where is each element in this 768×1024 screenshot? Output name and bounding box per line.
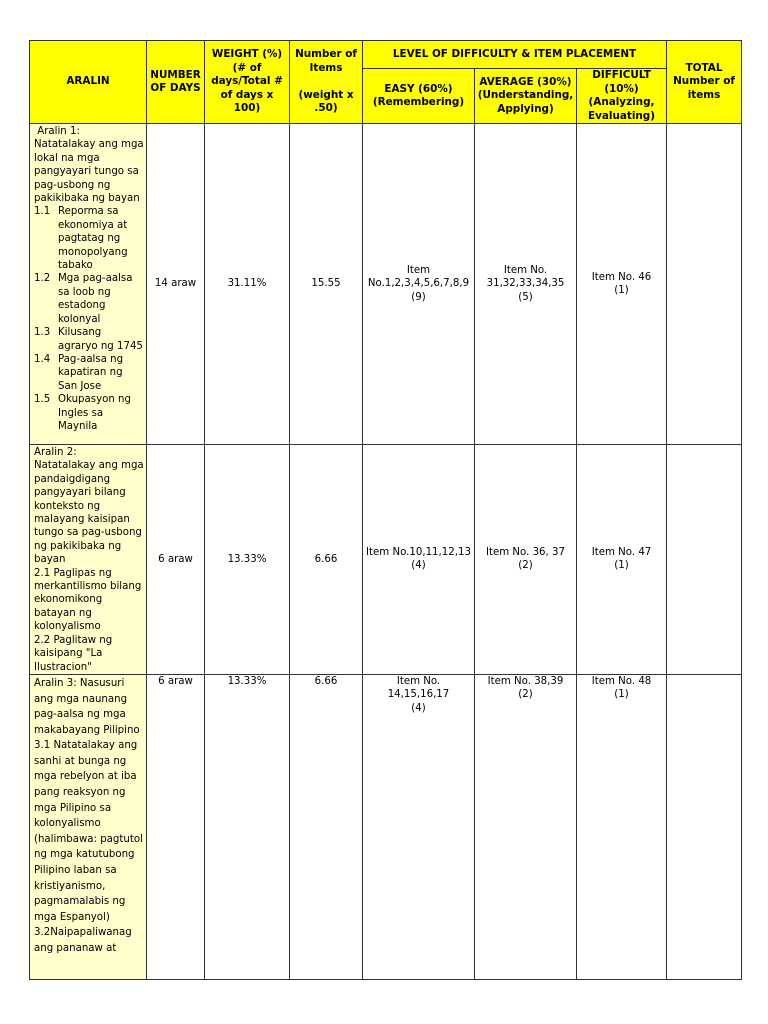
header-total: TOTAL Number of items xyxy=(667,41,742,124)
difficult-cell: Item No. 47 (1) xyxy=(577,445,667,675)
easy-cell: Item No.1,2,3,4,5,6,7,8,9 (9) xyxy=(363,124,475,445)
aralin-2-cell xyxy=(30,445,147,675)
table-row xyxy=(30,674,742,979)
weight-cell: 13.33% xyxy=(205,674,290,979)
days-cell: 6 araw xyxy=(147,674,205,979)
list-item: 2.2 Paglitaw ng kaisipang "La Ilustracion" xyxy=(34,634,113,673)
total-cell xyxy=(667,674,742,979)
average-cell: Item No. 38,39 (2) xyxy=(475,674,577,979)
list-item: 2.1 Paglipas ng merkantilismo bilang ekonomikong batayan ng kolonyalismo xyxy=(34,567,142,633)
header-number-of-items: Number of Items (weight x .50) xyxy=(290,41,363,124)
list-item: 1.3 Kilusang agraryo ng 1745 xyxy=(34,327,143,352)
list-item: 1.4 Pag-aalsa ng kapatiran ng San Jose xyxy=(34,353,124,392)
average-cell: Item No. 31,32,33,34,35 (5) xyxy=(475,124,577,445)
average-cell: Item No. 36, 37 (2) xyxy=(475,445,577,675)
table-of-specifications xyxy=(29,40,742,980)
table-row xyxy=(30,124,742,445)
easy-cell: Item No.10,11,12,13 (4) xyxy=(363,445,475,675)
days-cell: 6 araw xyxy=(147,445,205,675)
header-easy: EASY (60%) (Remembering) xyxy=(363,69,475,124)
header-number-of-days: NUMBER OF DAYS xyxy=(147,41,205,124)
header-aralin: ARALIN xyxy=(30,41,147,124)
items-cell: 6.66 xyxy=(290,445,363,675)
aralin-1-cell xyxy=(30,124,147,445)
difficult-cell: Item No. 48 (1) xyxy=(577,674,667,979)
header-weight: WEIGHT (%) (# of days/Total # of days x 100) xyxy=(205,41,290,124)
aralin-intro: Natatalakay ang mga lokal na mga pangyayari tungo sa pag-usbong ng pakikibaka ng bayan xyxy=(34,139,144,205)
list-item: 1.5 Okupasyon ng Ingles sa Maynila xyxy=(34,394,131,432)
list-item: 3.2Naipapaliwanag ang pananaw at xyxy=(34,927,132,954)
days-cell: 14 araw xyxy=(147,124,205,445)
total-cell xyxy=(667,124,742,445)
aralin-3-cell xyxy=(30,674,147,979)
difficult-cell: Item No. 46 (1) xyxy=(577,124,667,445)
header-average: AVERAGE (30%) (Understanding, Applying) xyxy=(475,69,577,124)
header-difficult: DIFFICULT (10%) (Analyzing, Evaluating) xyxy=(577,69,667,124)
list-item: 3.1 Natatalakay ang sanhi at bunga ng mga rebelyon at iba pang reaksyon ng mga Pilipino sa kolonyalismo (halimbawa: pagtutol ng mga katutubong Pilipino laban sa kristiyanismo, pagmamalabis ng mga Espanyol) xyxy=(34,740,143,923)
list-item: 1.1 Reporma sa ekonomiya at pagtatag ng monopolyang tabako xyxy=(34,206,128,272)
list-item: 1.2 Mga pag-aalsa sa loob ng estadong kolonyal xyxy=(34,273,133,325)
aralin-title: Aralin 2: xyxy=(34,447,77,458)
items-cell: 15.55 xyxy=(290,124,363,445)
easy-cell: Item No. 14,15,16,17 (4) xyxy=(363,674,475,979)
weight-cell: 31.11% xyxy=(205,124,290,445)
total-cell xyxy=(667,445,742,675)
header-level-of-difficulty: LEVEL OF DIFFICULTY & ITEM PLACEMENT xyxy=(363,41,667,69)
weight-cell: 13.33% xyxy=(205,445,290,675)
items-cell: 6.66 xyxy=(290,674,363,979)
table-row xyxy=(30,445,742,675)
aralin-title: Aralin 3: Nasusuri ang mga naunang pag-aalsa ng mga makabayang Pilipino xyxy=(34,677,140,736)
aralin-title: Aralin 1: xyxy=(34,126,80,137)
aralin-intro: Natatalakay ang mga pandaigdigang pangyayari bilang konteksto ng malayang kaisipan tungo sa pag-usbong ng pakikibaka ng bayan xyxy=(34,460,144,566)
